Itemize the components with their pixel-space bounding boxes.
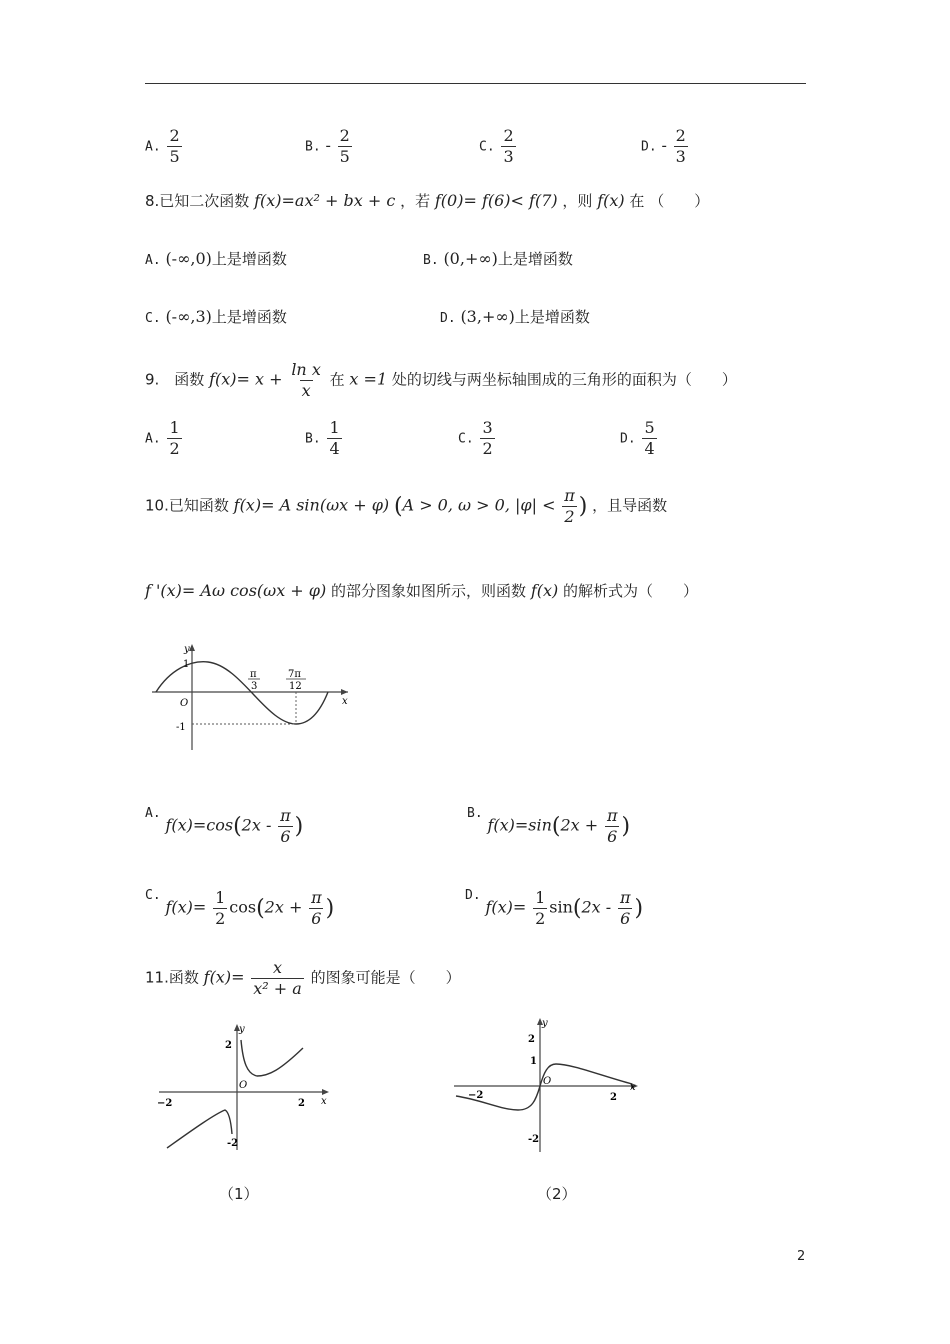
option-label: C. [479, 139, 495, 155]
svg-text:-2: -2 [227, 1138, 239, 1149]
svg-text:x: x [321, 1096, 327, 1107]
fraction: $\frac{2}{5}$ [339, 126, 350, 166]
q11-graph-1[interactable] [155, 1022, 335, 1152]
page-number: 2 [797, 1249, 806, 1264]
left-branch [167, 1110, 232, 1148]
svg-text:y: y [542, 1018, 548, 1029]
tick-pi-3-den: 3 [251, 681, 258, 692]
svg-text:y: y [239, 1024, 245, 1035]
q11-graph-2[interactable] [452, 1014, 642, 1154]
fraction: $\frac{2}{5}$ [169, 126, 180, 166]
option-label: D. [641, 139, 657, 155]
y-label: y [184, 644, 190, 655]
option-label: B. [305, 139, 321, 155]
q8-stem: 8.已知二次函数 f(x)=ax² + bx + c ，若 f(0)= f(6)< f(7) ，则 f(x) 在 （ ） [145, 191, 710, 210]
tick-minus-one: -1 [176, 722, 186, 733]
svg-text:-2: -2 [528, 1134, 540, 1145]
q9-stem: 9. 函数 f(x)= x + $\frac{\text{ln x}}{x}$ 在 x =1 处的切线与两坐标轴围成的三角形的面积为（ ） [145, 360, 737, 400]
q8-option-c[interactable]: C. (-∞,3)上是增函数 [145, 307, 287, 326]
tick-pi-3-num: π [250, 669, 257, 680]
q10-stem-2: f '(x)= Aω cos(ωx + φ) 的部分图象如图所示，则函数 f(x) 的解析式为（ ） [145, 581, 699, 600]
q9-option-b[interactable]: B. $\frac{1}{4}$ [305, 418, 340, 458]
q10-stem: 10.已知函数 f(x)= A sin(ωx + φ) (A > 0, ω > 0, |φ| < $\frac{\pi}{2}$ ) ，且导函数 [145, 486, 668, 526]
tick-one: 1 [183, 659, 190, 670]
fraction: $\frac{\text{ln x}}{x}$ [291, 360, 321, 400]
origin-label: O [180, 698, 189, 709]
svg-text:−2: −2 [468, 1090, 484, 1101]
q8-option-b[interactable]: B. (0,+∞)上是增函数 [423, 249, 573, 268]
tick-7pi-12-num: 7π [288, 669, 301, 680]
header-rule [145, 83, 806, 84]
svg-text:O: O [543, 1076, 552, 1087]
q11-stem: 11.函数 f(x)= $\frac{x}{\text{x² + a}}$ 的图象可能是（ ） [145, 958, 461, 998]
q7-option-b[interactable] [305, 126, 354, 167]
q7-option-c[interactable] [479, 126, 518, 167]
fraction: $\frac{2}{3}$ [675, 126, 686, 166]
right-branch [241, 1040, 303, 1076]
q8-option-a[interactable]: A. (-∞,0)上是增函数 [145, 249, 287, 268]
q10-option-c[interactable]: C. f(x)= $\frac{1}{2}$ cos(2x + $\frac{\pi}{6}$ ) [145, 888, 335, 928]
x-label: x [342, 696, 348, 707]
minus-sign: - [661, 135, 667, 155]
option-label: A. [145, 139, 161, 155]
q10-option-b[interactable]: B. f(x)=sin(2x + $\frac{\pi}{6}$ ) [467, 806, 631, 846]
odd-curve [456, 1064, 632, 1110]
condition: f(0)= f(6)< f(7) [434, 191, 558, 210]
quadratic-function: f(x)=ax² + bx + c [254, 191, 396, 210]
q9-option-d[interactable]: D. $\frac{5}{4}$ [620, 418, 655, 458]
q9-option-c[interactable]: C. $\frac{3}{2}$ [458, 418, 493, 458]
q10-option-d[interactable]: D. f(x)= $\frac{1}{2}$ sin(2x - $\frac{\pi}{6}$ ) [465, 888, 644, 928]
svg-text:2: 2 [225, 1040, 232, 1051]
svg-text:x: x [630, 1082, 636, 1093]
graph-2-caption: （2） [537, 1185, 577, 1203]
minus-sign: - [325, 135, 331, 155]
q9-option-a[interactable]: A. $\frac{1}{2}$ [145, 418, 180, 458]
svg-text:2: 2 [298, 1098, 305, 1109]
graph-1-caption: （1） [219, 1185, 259, 1203]
y-axis-arrow [189, 644, 195, 651]
svg-text:−2: −2 [157, 1098, 173, 1109]
svg-text:O: O [239, 1080, 248, 1091]
svg-text:1: 1 [530, 1056, 537, 1067]
x-axis-arrow [341, 689, 348, 695]
fraction: $\frac{2}{3}$ [503, 126, 514, 166]
q8-option-d[interactable]: D. (3,+∞)上是增函数 [440, 307, 590, 326]
q10-derivative-graph [150, 640, 370, 760]
svg-text:2: 2 [610, 1092, 617, 1103]
tick-7pi-12-den: 12 [289, 681, 302, 692]
q7-option-a[interactable] [145, 126, 184, 167]
cosine-curve [156, 662, 328, 724]
q10-option-a[interactable]: A. f(x)=cos(2x - $\frac{\pi}{6}$ ) [145, 806, 304, 846]
svg-text:2: 2 [528, 1034, 535, 1045]
q7-option-d[interactable] [641, 126, 690, 167]
